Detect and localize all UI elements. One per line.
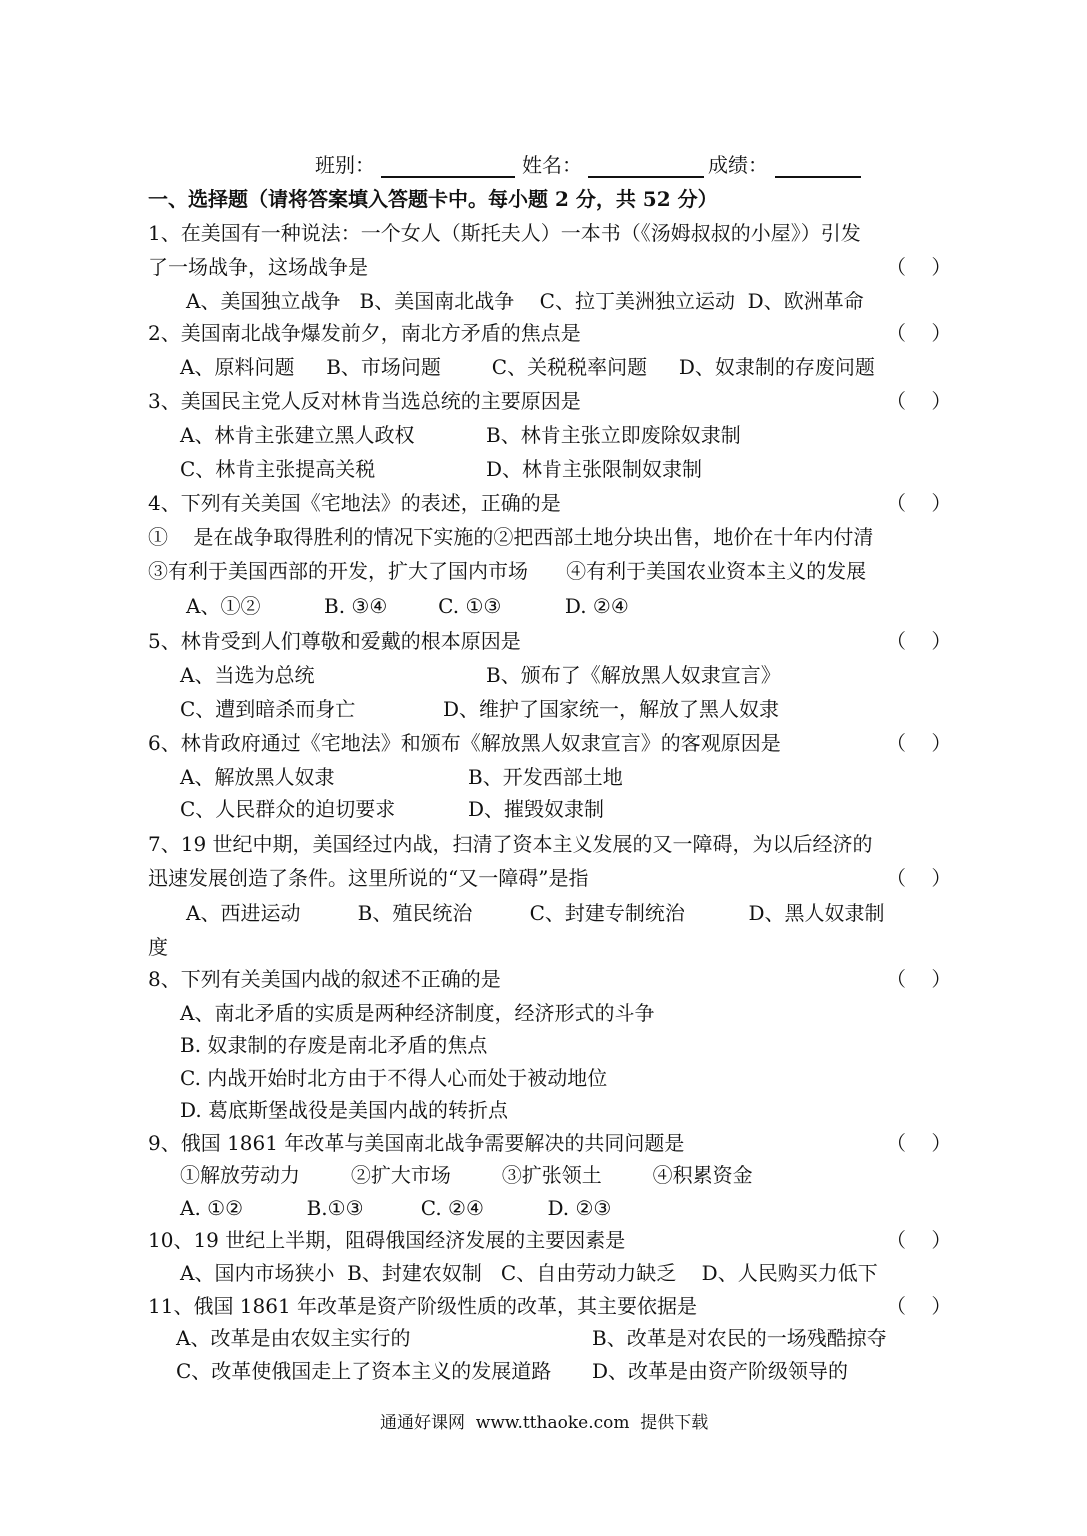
q6-option-a: A、解放黑人奴隶 — [180, 765, 335, 789]
q10-stem: 10、19 世纪上半期，阻碍俄国经济发展的主要因素是 — [148, 1228, 626, 1252]
q2-stem: 2、美国南北战争爆发前夕，南北方矛盾的焦点是 — [148, 321, 581, 345]
q1-answer-paren: （ ） — [886, 255, 952, 279]
q11-option-a: A、改革是由农奴主实行的 — [176, 1326, 411, 1350]
q7-stem-cont: 迅速发展创造了条件。这里所说的“又一障碍”是指 — [148, 866, 589, 890]
q5-option-d: D、维护了国家统一，解放了黑人奴隶 — [443, 697, 780, 721]
q5-answer-paren: （ ） — [886, 629, 952, 653]
q11-option-c: C、改革使俄国走上了资本主义的发展道路 — [176, 1359, 552, 1383]
q7-options-cont: 度 — [148, 935, 168, 959]
q7-options: A、西进运动 B、殖民统治 C、封建专制统治 D、黑人奴隶制 — [186, 901, 885, 925]
q8-stem: 8、下列有关美国内战的叙述不正确的是 — [148, 967, 501, 991]
name-blank[interactable] — [588, 176, 704, 178]
q10-answer-paren: （ ） — [886, 1228, 952, 1252]
q11-option-b: B、改革是对农民的一场残酷掠夺 — [592, 1326, 887, 1350]
q7-answer-paren: （ ） — [886, 866, 952, 890]
q1-stem: 1、在美国有一种说法：一个女人（斯托夫人）一本书（《汤姆叔叔的小屋》）引发 — [148, 221, 861, 245]
q5-stem: 5、林肯受到人们尊敬和爱戴的根本原因是 — [148, 629, 521, 653]
q6-option-c: C、人民群众的迫切要求 — [180, 797, 396, 821]
q4-options: A、①② B. ③④ C. ①③ D. ②④ — [186, 594, 629, 618]
q3-answer-paren: （ ） — [886, 389, 952, 413]
q9-items: ①解放劳动力 ②扩大市场 ③扩张领土 ④积累资金 — [180, 1163, 753, 1187]
q3-option-d: D、林肯主张限制奴隶制 — [486, 457, 703, 481]
q9-options: A. ①② B.①③ C. ②④ D. ②③ — [180, 1196, 612, 1220]
q5-option-c: C、遭到暗杀而身亡 — [180, 697, 356, 721]
q8-option-b: B. 奴隶制的存废是南北矛盾的焦点 — [180, 1033, 488, 1057]
q3-option-a: A、林肯主张建立黑人政权 — [180, 423, 415, 447]
q11-stem: 11、俄国 1861 年改革是资产阶级性质的改革，其主要依据是 — [148, 1294, 698, 1318]
q3-stem: 3、美国民主党人反对林肯当选总统的主要原因是 — [148, 389, 581, 413]
q2-answer-paren: （ ） — [886, 321, 952, 345]
score-blank[interactable] — [775, 176, 861, 178]
name-label: 姓名： — [522, 153, 582, 177]
q8-answer-paren: （ ） — [886, 967, 952, 991]
q6-option-b: B、开发西部土地 — [468, 765, 623, 789]
q2-options: A、原料问题 B、市场问题 C、关税税率问题 D、奴隶制的存废问题 — [180, 355, 875, 379]
q9-answer-paren: （ ） — [886, 1131, 952, 1155]
q1-stem-cont: 了一场战争，这场战争是 — [148, 255, 368, 279]
q6-option-d: D、摧毁奴隶制 — [468, 797, 605, 821]
q3-option-b: B、林肯主张立即废除奴隶制 — [486, 423, 741, 447]
footer-credit: 通通好课网 www.tthaoke.com 提供下载 — [380, 1413, 709, 1433]
q5-option-a: A、当选为总统 — [180, 663, 315, 687]
q7-stem: 7、19 世纪中期，美国经过内战，扫清了资本主义发展的又一障碍，为以后经济的 — [148, 832, 873, 856]
q8-option-d: D. 葛底斯堡战役是美国内战的转折点 — [180, 1098, 509, 1122]
class-blank[interactable] — [381, 176, 515, 178]
q3-option-c: C、林肯主张提高关税 — [180, 457, 376, 481]
section-title: 一、选择题（请将答案填入答题卡中。每小题 2 分，共 52 分） — [148, 187, 718, 211]
q8-option-a: A、南北矛盾的实质是两种经济制度，经济形式的斗争 — [180, 1001, 655, 1025]
q5-option-b: B、颁布了《解放黑人奴隶宣言》 — [486, 663, 781, 687]
q6-answer-paren: （ ） — [886, 731, 952, 755]
q4-item-2: ③有利于美国西部的开发，扩大了国内市场 ④有利于美国农业资本主义的发展 — [148, 559, 867, 583]
q9-stem: 9、俄国 1861 年改革与美国南北战争需要解决的共同问题是 — [148, 1131, 685, 1155]
q6-stem: 6、林肯政府通过《宅地法》和颁布《解放黑人奴隶宣言》的客观原因是 — [148, 731, 781, 755]
q8-option-c: C. 内战开始时北方由于不得人心而处于被动地位 — [180, 1066, 608, 1090]
q1-options: A、美国独立战争 B、美国南北战争 C、拉丁美洲独立运动 D、欧洲革命 — [186, 289, 864, 313]
q11-option-d: D、改革是由资产阶级领导的 — [592, 1359, 849, 1383]
q11-answer-paren: （ ） — [886, 1294, 952, 1318]
q4-stem: 4、下列有关美国《宅地法》的表述，正确的是 — [148, 491, 561, 515]
q4-answer-paren: （ ） — [886, 491, 952, 515]
class-label: 班别： — [315, 153, 375, 177]
q4-item-1: ① 是在战争取得胜利的情况下实施的②把西部土地分块出售，地价在十年内付清 — [148, 525, 874, 549]
q10-options: A、国内市场狭小 B、封建农奴制 C、自由劳动力缺乏 D、人民购买力低下 — [180, 1261, 878, 1285]
score-label: 成绩： — [708, 153, 768, 177]
